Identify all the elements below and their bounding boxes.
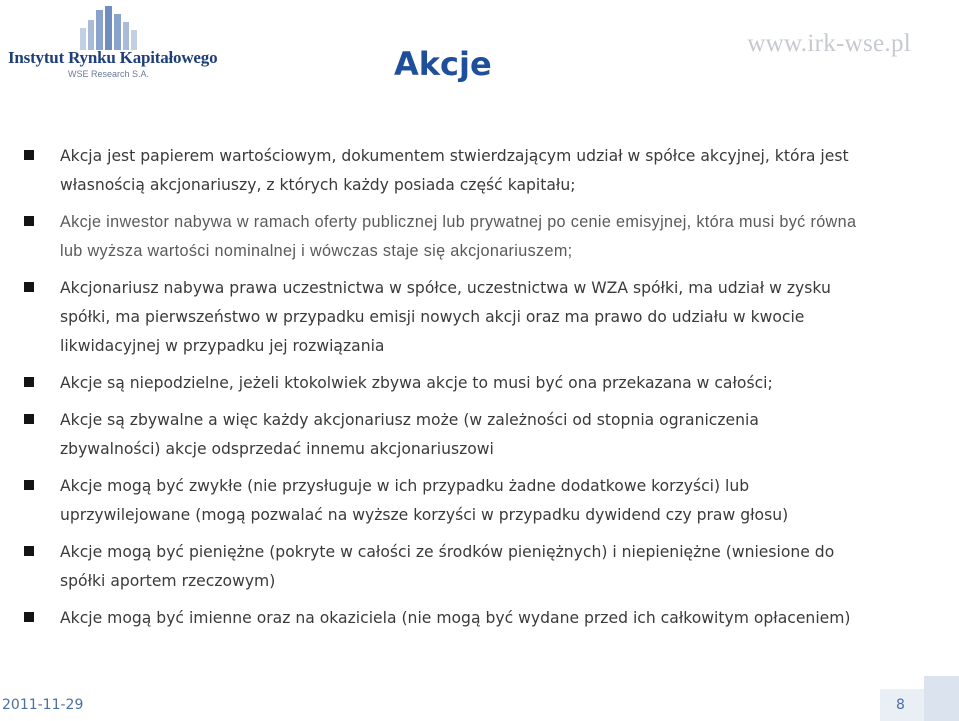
bullet-item [24, 274, 864, 361]
bullet-item [24, 208, 864, 266]
site-url: www.irk-wse.pl [747, 30, 911, 57]
bullet-text: Akcje są niepodzielne, jeżeli ktokolwiek zbywa akcje to musi być ona przekazana w całości; [60, 374, 773, 392]
bullet-item [24, 472, 864, 530]
slide-title: Akcje [394, 45, 492, 83]
bullet-text: Akcja jest papierem wartościowym, dokumentem stwierdzającym udział w spółce akcyjnej, która jest własnością akcjonariuszy, z których każdy posiada część kapitału; [60, 147, 849, 194]
square-bullet-icon [24, 150, 34, 160]
square-bullet-icon [24, 377, 34, 387]
square-bullet-icon [24, 546, 34, 556]
square-bullet-icon [24, 414, 34, 424]
footer-date: 2011-11-29 [2, 697, 84, 713]
logo [8, 6, 218, 86]
square-bullet-icon [24, 282, 34, 292]
bullet-item [24, 604, 864, 633]
square-bullet-icon [24, 480, 34, 490]
bullet-text: Akcje inwestor nabywa w ramach oferty publicznej lub prywatnej po cenie emisyjnej, która musi być równa lub wyższa wartości nominalnej i wówczas staje się akcjonariuszem; [60, 213, 857, 260]
corner-decoration [924, 676, 959, 721]
bullet-item [24, 142, 864, 200]
bullet-list [24, 142, 864, 641]
logo-title: Instytut Rynku Kapitałowego [8, 48, 218, 67]
bullet-text: Akcje są zbywalne a więc każdy akcjonariusz może (w zależności od stopnia ograniczenia zbywalności) akcje odsprzedać innemu akcjonariuszowi [60, 411, 759, 458]
bullet-text: Akcje mogą być zwykłe (nie przysługuje w ich przypadku żadne dodatkowe korzyści) lub uprzywilejowane (mogą pozwalać na wyższe korzyści w przypadku dywidend czy praw głosu) [60, 477, 789, 524]
bullet-text: Akcje mogą być imienne oraz na okaziciela (nie mogą być wydane przed ich całkowitym opłaceniem) [60, 609, 851, 627]
square-bullet-icon [24, 612, 34, 622]
bullet-text: Akcje mogą być pieniężne (pokryte w całości ze środków pieniężnych) i niepieniężne (wniesione do spółki aportem rzeczowym) [60, 543, 835, 590]
bullet-item [24, 406, 864, 464]
logo-subtitle: WSE Research S.A. [68, 69, 150, 79]
bullet-text: Akcjonariusz nabywa prawa uczestnictwa w spółce, uczestnictwa w WZA spółki, ma udział w zysku spółki, ma pierwszeństwo w przypadku emisji nowych akcji oraz ma prawo do udziału w kwocie likwidacyjnej w przypadku jej rozwiązania [60, 279, 831, 355]
square-bullet-icon [24, 216, 34, 226]
bullet-item [24, 538, 864, 596]
bullet-item [24, 369, 864, 398]
logo-buildings-icon [78, 6, 148, 50]
page-number: 8 [896, 697, 905, 713]
